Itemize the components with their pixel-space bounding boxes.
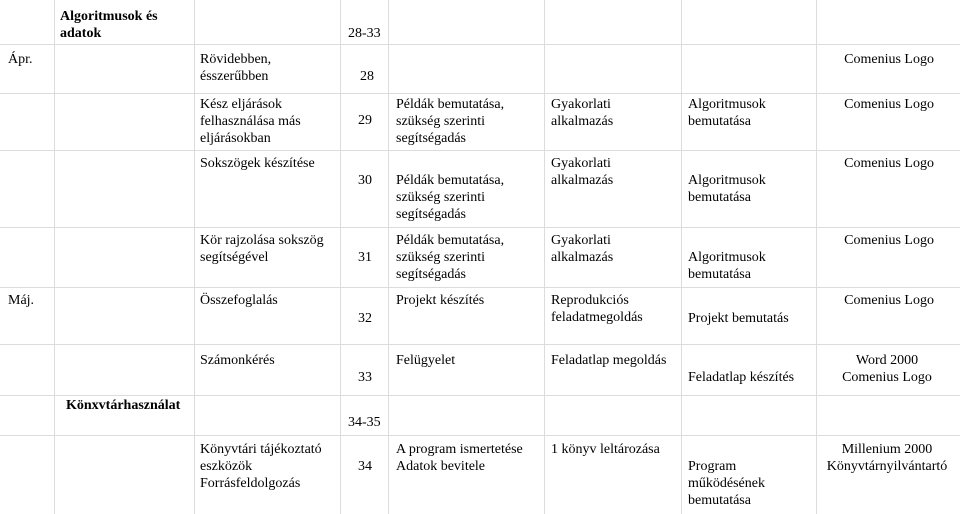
presentation-cell: Projekt bemutatás bbox=[688, 311, 789, 326]
activity-cell: Gyakorlati alkalmazás bbox=[551, 233, 614, 265]
hour-cell: 28 bbox=[360, 69, 374, 84]
topic-cell: Számonkérés bbox=[200, 353, 275, 368]
presentation-cell: Algoritmusok bemutatása bbox=[688, 250, 766, 282]
method-cell: Példák bemutatása, szükség szerinti segítségadás bbox=[396, 97, 505, 146]
tools-cell: Comenius Logo bbox=[844, 52, 934, 67]
method-cell: Projekt készítés bbox=[396, 293, 485, 308]
tools-cell: Comenius Logo bbox=[844, 97, 934, 112]
col-divider bbox=[194, 0, 195, 514]
topic-cell: Könyvtári tájékoztató eszközök Forrásfeldolgozás bbox=[200, 442, 322, 491]
col-divider bbox=[340, 0, 341, 514]
method-cell: Felügyelet bbox=[396, 353, 456, 368]
col-divider bbox=[816, 0, 817, 514]
topic-cell: Kör rajzolása sokszög segítségével bbox=[200, 233, 324, 265]
hour-cell: 29 bbox=[358, 113, 372, 128]
tools-cell: Comenius Logo bbox=[844, 233, 934, 248]
tools-cell: Comenius Logo bbox=[844, 156, 934, 171]
presentation-cell: Program működésének bemutatása bbox=[688, 459, 765, 508]
col-divider bbox=[544, 0, 545, 514]
hour-cell: 31 bbox=[358, 250, 372, 265]
month-label: Ápr. bbox=[8, 52, 33, 67]
method-cell: Példák bemutatása, szükség szerinti segítségadás bbox=[396, 233, 505, 282]
tools-cell: Millenium 2000 Könyvtárnyilvántartó bbox=[826, 442, 948, 474]
activity-cell: 1 könyv leltározása bbox=[551, 442, 660, 457]
col-divider bbox=[54, 0, 55, 514]
presentation-cell: Feladatlap készítés bbox=[688, 370, 795, 385]
hour-cell: 34 bbox=[358, 459, 372, 474]
hour-cell: 30 bbox=[358, 173, 372, 188]
activity-cell: Gyakorlati alkalmazás bbox=[551, 97, 614, 129]
hour-cell: 32 bbox=[358, 311, 372, 326]
month-label: Máj. bbox=[8, 293, 35, 308]
method-cell: Példák bemutatása, szükség szerinti segítségadás bbox=[396, 173, 505, 222]
activity-cell: Reprodukciós feladatmegoldás bbox=[551, 293, 643, 325]
section-title: Algoritmusok és adatok bbox=[60, 9, 158, 41]
method-cell: A program ismertetése Adatok bevitele bbox=[396, 442, 523, 474]
presentation-cell: Algoritmusok bemutatása bbox=[688, 97, 766, 129]
section-title: Könxvtárhasználat bbox=[66, 398, 181, 413]
topic-cell: Összefoglalás bbox=[200, 293, 278, 308]
topic-cell: Rövidebben, ésszerűbben bbox=[200, 52, 272, 84]
activity-cell: Feladatlap megoldás bbox=[551, 353, 667, 368]
presentation-cell: Algoritmusok bemutatása bbox=[688, 173, 766, 205]
activity-cell: Gyakorlati alkalmazás bbox=[551, 156, 614, 188]
section-hours: 34-35 bbox=[348, 415, 381, 430]
tools-cell: Comenius Logo bbox=[844, 293, 934, 308]
topic-cell: Kész eljárások felhasználása más eljárásokban bbox=[200, 97, 301, 146]
tools-cell: Word 2000 Comenius Logo bbox=[842, 353, 932, 385]
hour-cell: 33 bbox=[358, 370, 372, 385]
col-divider bbox=[681, 0, 682, 514]
col-divider bbox=[388, 0, 389, 514]
topic-cell: Sokszögek készítése bbox=[200, 156, 315, 171]
section-hours: 28-33 bbox=[348, 26, 381, 41]
